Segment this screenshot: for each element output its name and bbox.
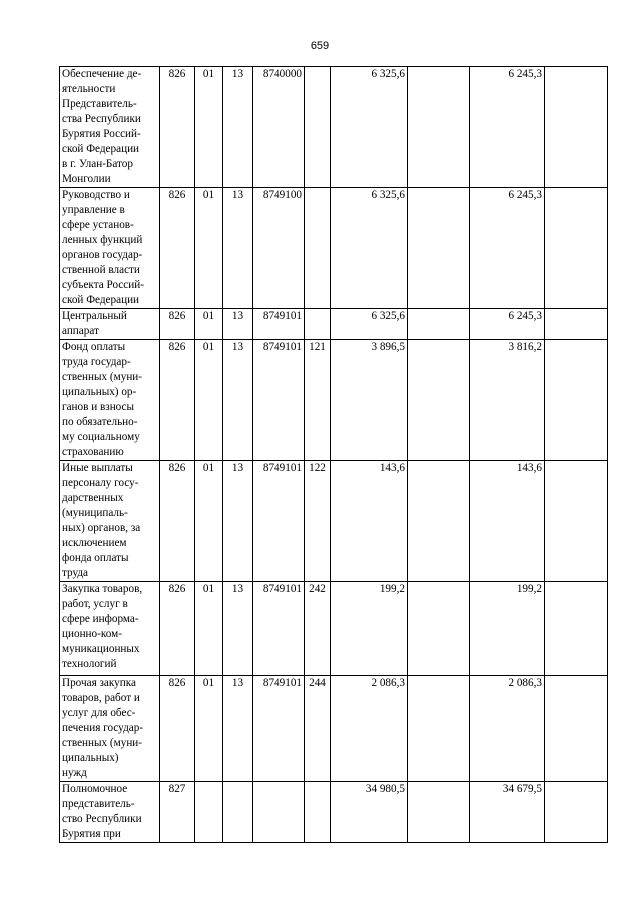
table-row <box>60 782 608 843</box>
amount-cell-2 <box>408 782 470 843</box>
section-code-cell: 01 <box>195 582 223 676</box>
item-name-cell <box>60 188 160 309</box>
item-name-cell <box>60 309 160 340</box>
item-name-line: печения государ- <box>62 722 144 734</box>
item-name-line: Руководство и <box>62 189 130 201</box>
item-name-line: Закупка товаров, <box>62 583 143 595</box>
item-name-line: ственных (муни- <box>62 737 143 749</box>
subsection-code-cell <box>223 782 253 843</box>
item-name-line: Полномочное <box>62 783 128 795</box>
amount-cell-1: 6 325,6 <box>331 188 408 309</box>
amount-cell-3: 199,2 <box>470 582 545 676</box>
table-row <box>60 309 608 340</box>
amount-cell-2 <box>408 188 470 309</box>
item-name-line: ципальных) <box>62 752 119 764</box>
item-name-line: Монголии <box>62 173 111 185</box>
item-name-line: персоналу госу- <box>62 477 139 489</box>
ministry-code-cell: 826 <box>160 582 195 676</box>
section-code-cell: 01 <box>195 676 223 782</box>
item-name-line: исключением <box>62 537 127 549</box>
item-name-line: субъекта Россий- <box>62 279 144 291</box>
item-name-line: Представитель- <box>62 98 137 110</box>
section-code-cell: 01 <box>195 188 223 309</box>
amount-cell-1: 6 325,6 <box>331 309 408 340</box>
table-row <box>60 461 608 582</box>
item-name-line: труда государ- <box>62 356 131 368</box>
amount-cell-2 <box>408 67 470 188</box>
item-name-line: Прочая закупка <box>62 677 136 689</box>
amount-cell-2 <box>408 461 470 582</box>
item-name-line: ных) органов, за <box>62 522 141 534</box>
amount-cell-4 <box>545 782 608 843</box>
amount-cell-3: 6 245,3 <box>470 309 545 340</box>
item-name-line: управление в <box>62 204 125 216</box>
target-article-cell: 8749101 <box>253 309 305 340</box>
item-name-line: Бурятия при <box>62 828 121 840</box>
item-name-line: услуг для обес- <box>62 707 136 719</box>
ministry-code-cell: 826 <box>160 676 195 782</box>
item-name-line: товаров, работ и <box>62 692 140 704</box>
amount-cell-2 <box>408 340 470 461</box>
amount-cell-3: 34 679,5 <box>470 782 545 843</box>
subsection-code-cell: 13 <box>223 582 253 676</box>
amount-cell-4 <box>545 461 608 582</box>
table-row <box>60 582 608 676</box>
item-name-line: фонда оплаты <box>62 552 129 564</box>
target-article-cell: 8740000 <box>253 67 305 188</box>
item-name-cell <box>60 582 160 676</box>
amount-cell-3: 6 245,3 <box>470 188 545 309</box>
ministry-code-cell: 826 <box>160 188 195 309</box>
subsection-code-cell: 13 <box>223 340 253 461</box>
item-name-line: по обязательно- <box>62 416 138 428</box>
amount-cell-1: 34 980,5 <box>331 782 408 843</box>
item-name-line: ство Республики <box>62 813 142 825</box>
expense-type-cell: 121 <box>305 340 331 461</box>
section-code-cell <box>195 782 223 843</box>
item-name-line: ганов и взносы <box>62 401 135 413</box>
item-name-cell <box>60 782 160 843</box>
item-name-line: дарственных <box>62 492 124 504</box>
item-name-cell <box>60 67 160 188</box>
item-name-line: Обеспечение де- <box>62 68 142 80</box>
subsection-code-cell: 13 <box>223 461 253 582</box>
amount-cell-4 <box>545 582 608 676</box>
expense-type-cell <box>305 782 331 843</box>
item-name-line: ской Федерации <box>62 294 140 306</box>
item-name-cell <box>60 676 160 782</box>
item-name-line: Центральный <box>62 310 127 322</box>
ministry-code-cell: 826 <box>160 309 195 340</box>
item-name-line: ственных (муни- <box>62 371 143 383</box>
target-article-cell: 8749100 <box>253 188 305 309</box>
subsection-code-cell: 13 <box>223 188 253 309</box>
expense-type-cell <box>305 188 331 309</box>
item-name-line: работ, услуг в <box>62 598 128 610</box>
table-row <box>60 676 608 782</box>
item-name-line: нужд <box>62 767 87 779</box>
item-name-line: труда <box>62 567 89 579</box>
item-name-cell <box>60 461 160 582</box>
expense-type-cell <box>305 309 331 340</box>
ministry-code-cell: 826 <box>160 340 195 461</box>
table-row <box>60 340 608 461</box>
amount-cell-1: 199,2 <box>331 582 408 676</box>
table-row <box>60 188 608 309</box>
item-name-line: страхованию <box>62 446 124 458</box>
section-code-cell: 01 <box>195 309 223 340</box>
section-code-cell: 01 <box>195 67 223 188</box>
item-name-line: ционно-ком- <box>62 628 122 640</box>
amount-cell-1: 143,6 <box>331 461 408 582</box>
item-name-line: органов государ- <box>62 249 143 261</box>
amount-cell-2 <box>408 676 470 782</box>
item-name-line: ятельности <box>62 83 116 95</box>
amount-cell-4 <box>545 67 608 188</box>
table-row <box>60 67 608 188</box>
item-name-line: (муниципаль- <box>62 507 128 519</box>
expense-type-cell: 122 <box>305 461 331 582</box>
target-article-cell: 8749101 <box>253 461 305 582</box>
ministry-code-cell: 826 <box>160 461 195 582</box>
subsection-code-cell: 13 <box>223 309 253 340</box>
amount-cell-1: 6 325,6 <box>331 67 408 188</box>
item-name-line: аппарат <box>62 325 99 337</box>
target-article-cell: 8749101 <box>253 340 305 461</box>
subsection-code-cell: 13 <box>223 676 253 782</box>
target-article-cell: 8749101 <box>253 582 305 676</box>
budget-table <box>59 66 608 843</box>
amount-cell-4 <box>545 676 608 782</box>
item-name-line: му социальному <box>62 431 140 443</box>
item-name-cell <box>60 340 160 461</box>
item-name-line: ственной власти <box>62 264 140 276</box>
amount-cell-1: 3 896,5 <box>331 340 408 461</box>
amount-cell-3: 143,6 <box>470 461 545 582</box>
item-name-line: муникационных <box>62 643 140 655</box>
expense-type-cell: 242 <box>305 582 331 676</box>
item-name-line: представитель- <box>62 798 135 810</box>
target-article-cell <box>253 782 305 843</box>
item-name-line: ства Республики <box>62 113 141 125</box>
target-article-cell: 8749101 <box>253 676 305 782</box>
amount-cell-3: 6 245,3 <box>470 67 545 188</box>
item-name-line: Иные выплаты <box>62 462 133 474</box>
amount-cell-2 <box>408 309 470 340</box>
expense-type-cell <box>305 67 331 188</box>
amount-cell-2 <box>408 582 470 676</box>
amount-cell-4 <box>545 309 608 340</box>
item-name-line: Фонд оплаты <box>62 341 126 353</box>
amount-cell-4 <box>545 340 608 461</box>
item-name-line: ципальных) ор- <box>62 386 137 398</box>
item-name-line: ской Федерации <box>62 143 140 155</box>
amount-cell-3: 3 816,2 <box>470 340 545 461</box>
item-name-line: Бурятия Россий- <box>62 128 141 140</box>
ministry-code-cell: 827 <box>160 782 195 843</box>
section-code-cell: 01 <box>195 461 223 582</box>
item-name-line: сфере информа- <box>62 613 139 625</box>
subsection-code-cell: 13 <box>223 67 253 188</box>
amount-cell-3: 2 086,3 <box>470 676 545 782</box>
item-name-line: сфере установ- <box>62 219 134 231</box>
item-name-line: ленных функций <box>62 234 143 246</box>
amount-cell-4 <box>545 188 608 309</box>
item-name-line: технологий <box>62 658 117 670</box>
page-number: 659 <box>310 40 330 52</box>
item-name-line: в г. Улан-Батор <box>62 158 133 170</box>
section-code-cell: 01 <box>195 340 223 461</box>
expense-type-cell: 244 <box>305 676 331 782</box>
ministry-code-cell: 826 <box>160 67 195 188</box>
amount-cell-1: 2 086,3 <box>331 676 408 782</box>
